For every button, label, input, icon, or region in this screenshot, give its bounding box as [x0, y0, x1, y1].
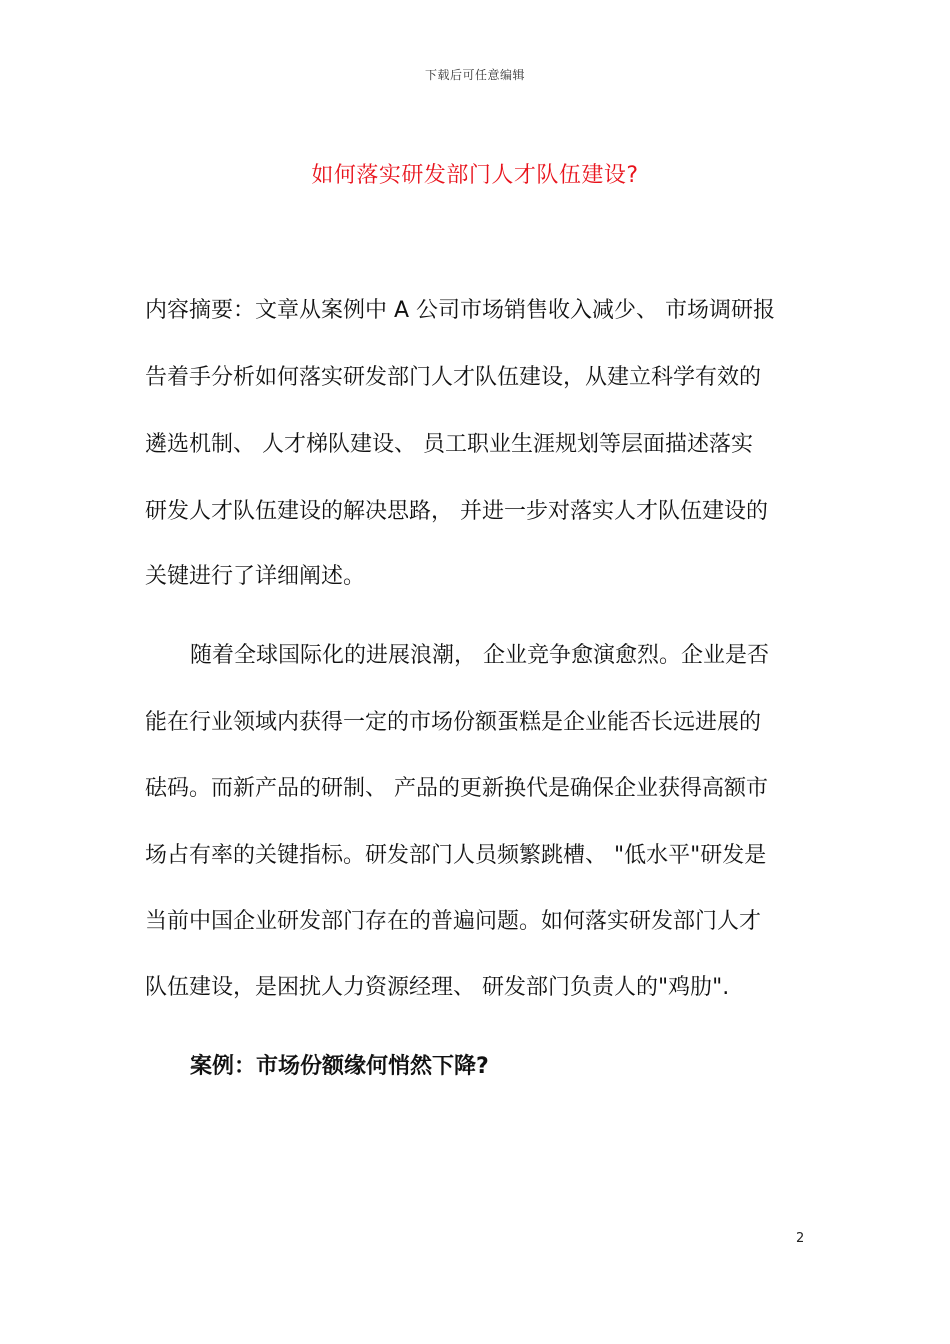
- body-line: 场占有率的关键指标。研发部门人员频繁跳槽、 "低水平"研发是: [145, 843, 767, 868]
- document-title: 如何落实研发部门人才队伍建设?: [311, 163, 639, 188]
- header-note: 下载后可任意编辑: [424, 68, 525, 82]
- abstract-line: 关键进行了详细阐述。: [145, 564, 366, 589]
- abstract-line: 告着手分析如何落实研发部门人才队伍建设，从建立科学有效的: [145, 365, 762, 390]
- body-line: 队伍建设，是困扰人力资源经理、 研发部门负责人的"鸡肋".: [145, 975, 730, 1000]
- body-line: 随着全球国际化的进展浪潮， 企业竞争愈演愈烈。企业是否: [190, 643, 769, 668]
- section-heading: 案例：市场份额缘何悄然下降?: [190, 1054, 489, 1079]
- body-line: 能在行业领域内获得一定的市场份额蛋糕是企业能否长远进展的: [145, 710, 762, 735]
- body-line: 当前中国企业研发部门存在的普遍问题。如何落实研发部门人才: [145, 909, 762, 934]
- abstract-line: 研发人才队伍建设的解决思路， 并进一步对落实人才队伍建设的: [145, 499, 768, 524]
- abstract-line: 遴选机制、 人才梯队建设、 员工职业生涯规划等层面描述落实: [145, 432, 753, 457]
- page-number: 2: [796, 1231, 805, 1246]
- body-line: 砝码。而新产品的研制、 产品的更新换代是确保企业获得高额市: [145, 776, 768, 801]
- abstract-line: 内容摘要：文章从案例中 A 公司市场销售收入减少、 市场调研报: [145, 298, 776, 323]
